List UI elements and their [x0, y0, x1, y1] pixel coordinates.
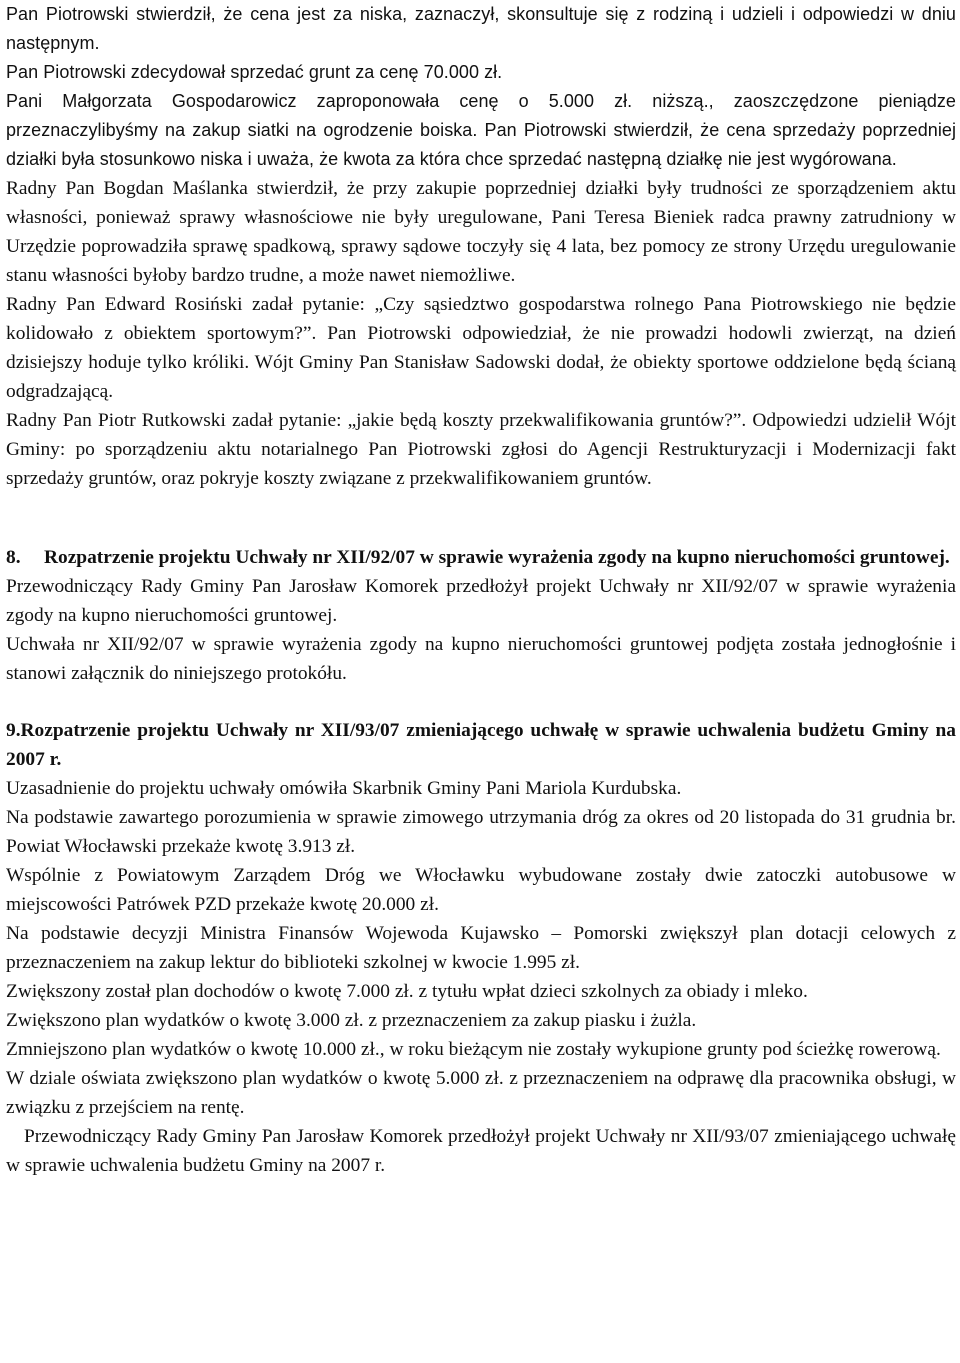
- section-number: 8.: [6, 547, 21, 568]
- paragraph: Zmniejszono plan wydatków o kwotę 10.000 zł., w roku bieżącym nie zostały wykupione grunty pod ścieżkę rowerową.: [6, 1039, 941, 1060]
- paragraph: Radny Pan Piotr Rutkowski zadał pytanie: „jakie będą koszty przekwalifikowania gruntów?”. Odpowiedzi udzielił Wójt Gminy: po sporządzeniu aktu notarialnego Pan Piotrowski zgłosi do Agencji Restrukturyzacji i Modernizacji fakt sprzedaży gruntów, oraz pokryje koszty związane z przekwalifikowaniem gruntów.: [6, 410, 956, 489]
- paragraph: Pan Piotrowski stwierdził, że cena jest za niska, zaznaczył, skonsultuje się z rodziną i udzieli i odpowiedzi w dniu następnym.: [6, 4, 956, 53]
- spacer: [6, 688, 956, 716]
- paragraph: Zwiększono plan wydatków o kwotę 3.000 zł. z przeznaczeniem za zakup piasku i żużla.: [6, 1010, 697, 1031]
- paragraph: Na podstawie zawartego porozumienia w sprawie zimowego utrzymania dróg za okres od 20 listopada do 31 grudnia br. Powiat Włocławski przekaże kwotę 3.913 zł.: [6, 807, 956, 857]
- paragraph: W dziale oświata zwiększono plan wydatków o kwotę 5.000 zł. z przeznaczeniem na odprawę dla pracownika obsługi, w związku z przejściem na rentę.: [6, 1068, 956, 1118]
- paragraph: Radny Pan Bogdan Maślanka stwierdził, że przy zakupie poprzedniej działki były trudności ze sporządzeniem aktu własności, ponieważ sprawy własnościowe nie były uregulowane, Pani Teresa Bieniek radca prawny zatrudniony w Urzędzie poprowadziła sprawę spadkową, sprawy sądowe toczyły się 4 lata, bez pomocy ze strony Urzędu uregulowanie stanu własności byłoby bardzo trudne, a może nawet niemożliwe.: [6, 178, 956, 286]
- paragraph: Wspólnie z Powiatowym Zarządem Dróg we Włocławku wybudowane zostały dwie zatoczki autobusowe w miejscowości Patrówek PZD przekaże kwotę 20.000 zł.: [6, 865, 956, 915]
- paragraph: Pani Małgorzata Gospodarowicz zaproponowała cenę o 5.000 zł. niższą., zaoszczędzone pieniądze przeznaczylibyśmy na zakup siatki na ogrodzenie boiska. Pan Piotrowski stwierdził, że cena sprzedaży poprzedniej działki była stosunkowo niska i uważa, że kwota za która chce sprzedać następną działkę nie jest wygórowana.: [6, 91, 956, 169]
- section-8-heading: [6, 543, 956, 572]
- paragraph: Pan Piotrowski zdecydował sprzedać grunt za cenę 70.000 zł.: [6, 62, 503, 82]
- spacer: [6, 493, 956, 543]
- paragraph: Na podstawie decyzji Ministra Finansów Wojewoda Kujawsko – Pomorski zwiększył plan dotacji celowych z przeznaczeniem na zakup lektur do biblioteki szkolnej w kwocie 1.995 zł.: [6, 923, 956, 973]
- paragraph: Radny Pan Edward Rosiński zadał pytanie: „Czy sąsiedztwo gospodarstwa rolnego Pana Piotrowskiego nie będzie kolidowało z obiektem sportowym?”. Pan Piotrowski odpowiedział, że nie prowadzi hodowli zwierząt, na dzień dzisiejszy hoduje tylko króliki. Wójt Gminy Pan Stanisław Sadowski dodał, że obiekty sportowe oddzielone będą ścianą odgradzającą.: [6, 294, 956, 402]
- section-title: Rozpatrzenie projektu Uchwały nr XII/92/07 w sprawie wyrażenia zgody na kupno nieruchomości gruntowej.: [44, 547, 950, 568]
- paragraph: Zwiększony został plan dochodów o kwotę 7.000 zł. z tytułu wpłat dzieci szkolnych za obiady i mleko.: [6, 981, 808, 1002]
- paragraph: Przewodniczący Rady Gminy Pan Jarosław Komorek przedłożył projekt Uchwały nr XII/93/07 zmieniającego uchwałę w sprawie uchwalenia budżetu Gminy na 2007 r.: [6, 1126, 956, 1176]
- paragraph: Przewodniczący Rady Gminy Pan Jarosław Komorek przedłożył projekt Uchwały nr XII/92/07 w sprawie wyrażenia zgody na kupno nieruchomości gruntowej.: [6, 576, 956, 626]
- section-9-heading: 9.Rozpatrzenie projektu Uchwały nr XII/93/07 zmieniającego uchwałę w sprawie uchwalenia budżetu Gminy na 2007 r.: [6, 720, 956, 770]
- paragraph: Uzasadnienie do projektu uchwały omówiła Skarbnik Gminy Pani Mariola Kurdubska.: [6, 778, 682, 799]
- paragraph: Uchwała nr XII/92/07 w sprawie wyrażenia zgody na kupno nieruchomości gruntowej podjęta została jednogłośnie i stanowi załącznik do niniejszego protokółu.: [6, 634, 956, 684]
